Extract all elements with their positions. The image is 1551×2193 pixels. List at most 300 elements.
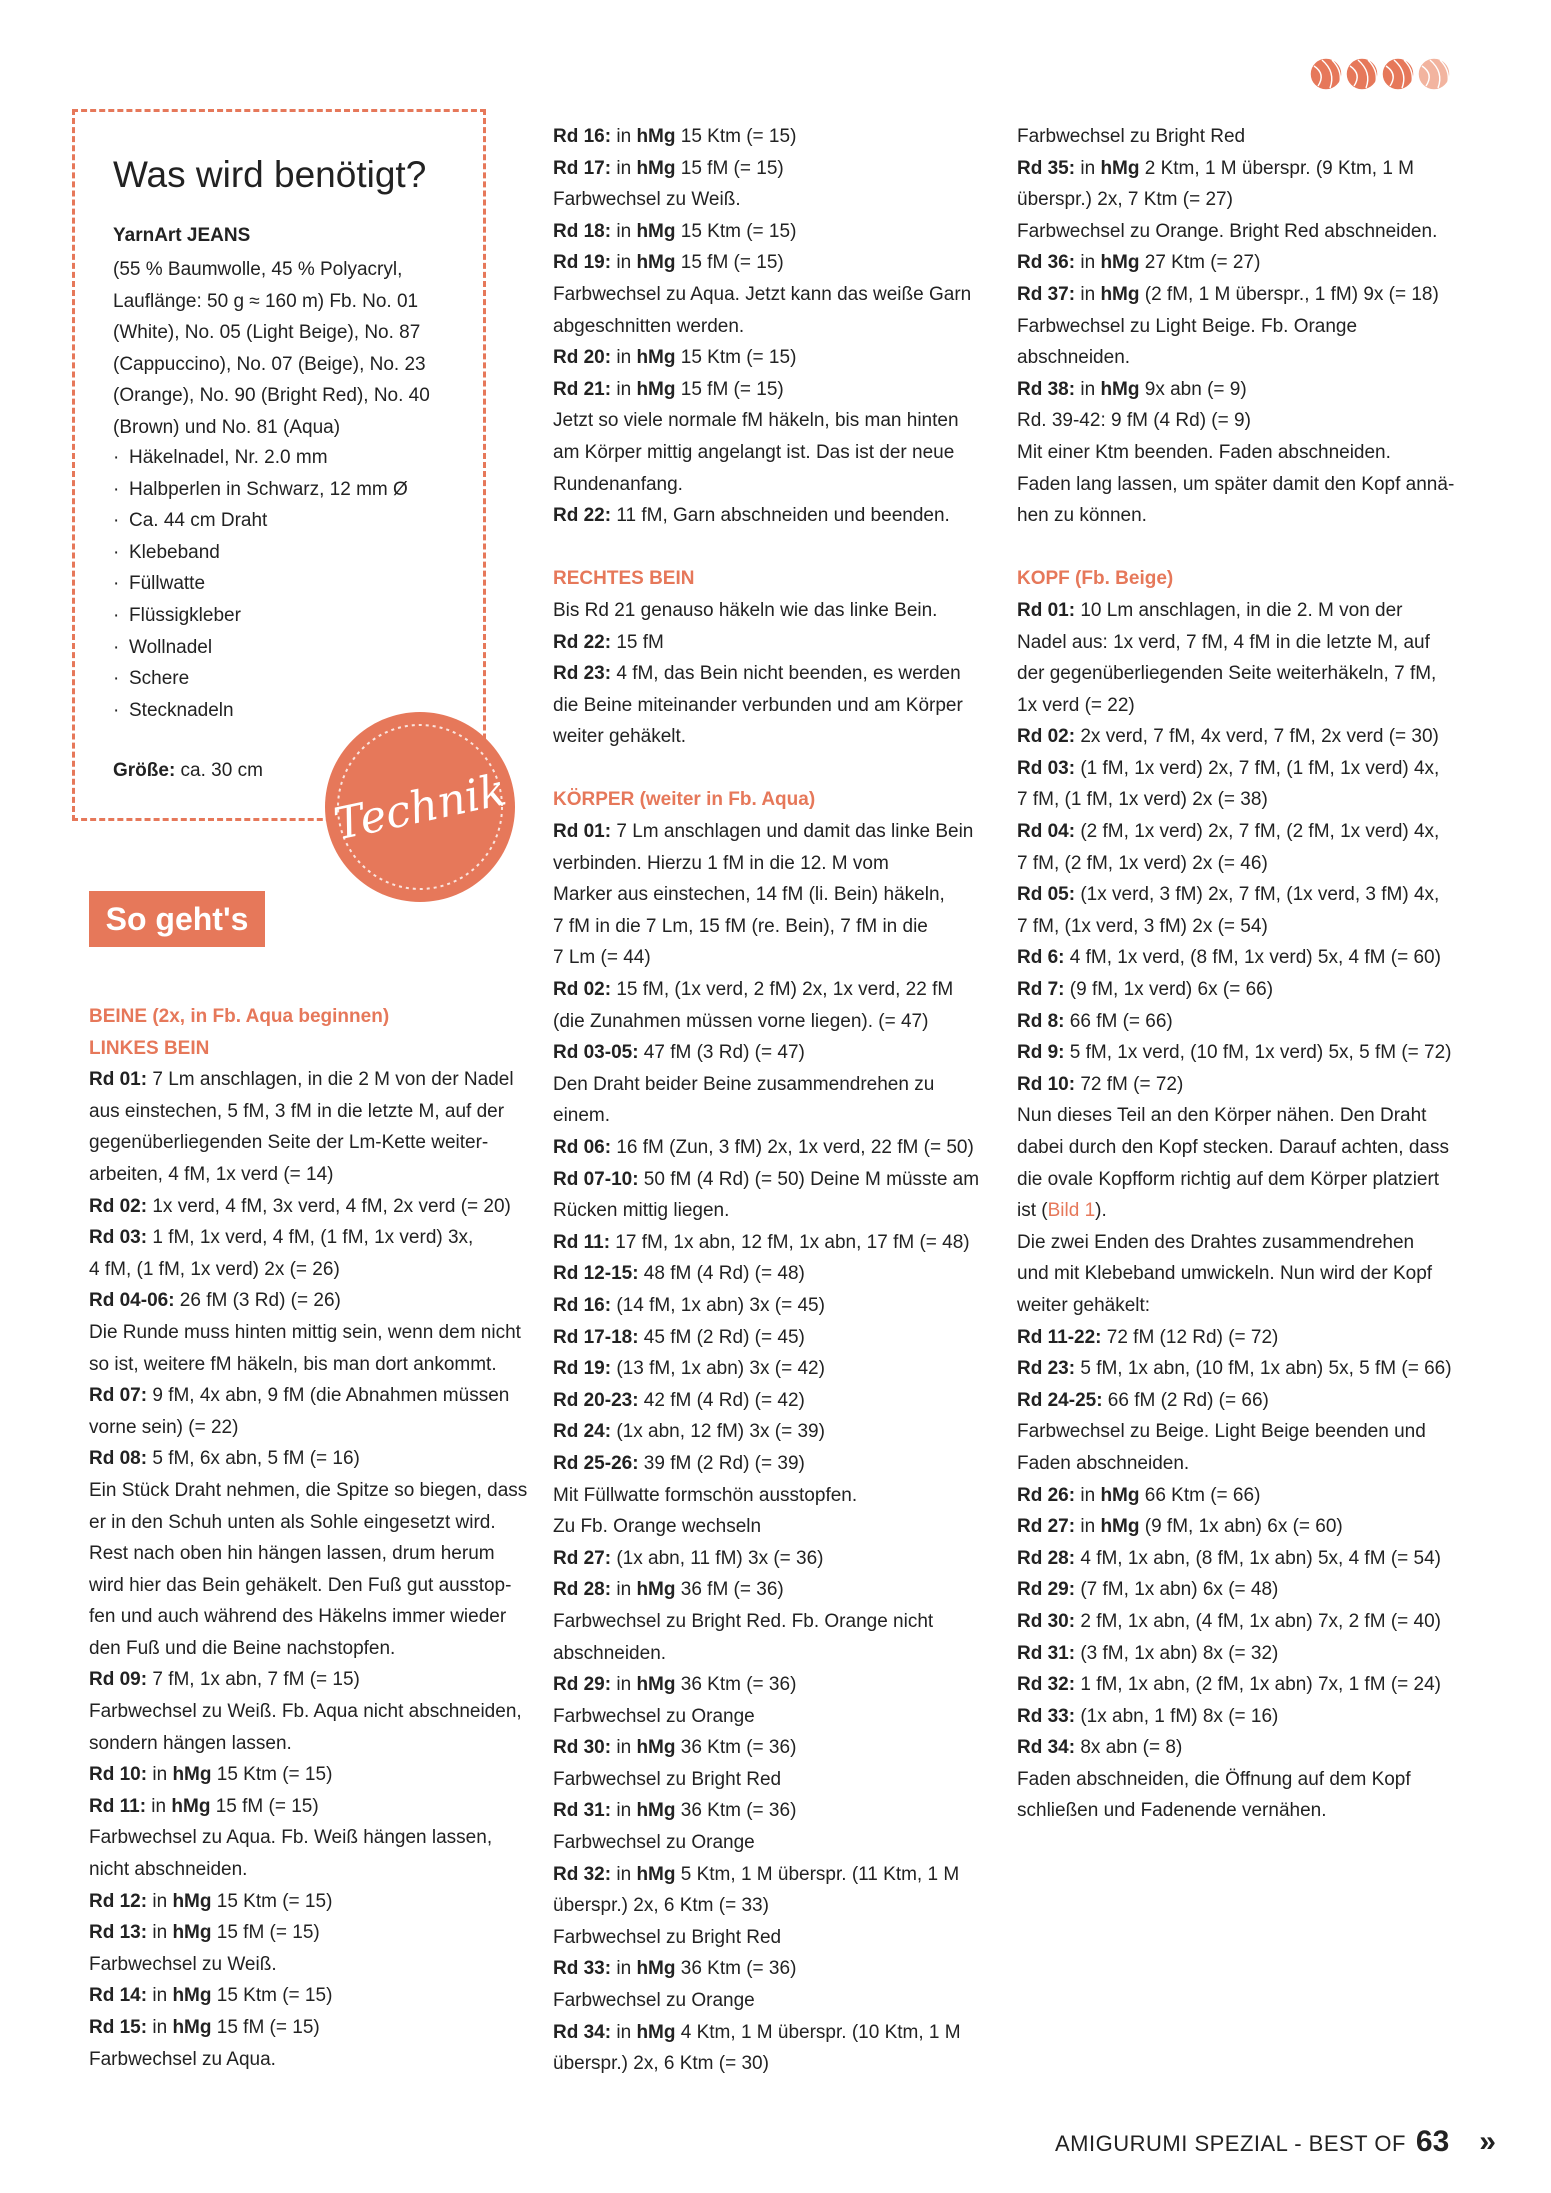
instruction-line: [553, 1859, 991, 1891]
instruction-line: [1017, 1037, 1457, 1069]
line-text: fen und auch während des Häkelns immer wieder: [89, 1606, 507, 1628]
instruction-line: [553, 247, 991, 279]
instruction-line: [89, 1222, 527, 1254]
instruction-line: [553, 1669, 991, 1701]
round-label: Rd 02:: [553, 979, 612, 1001]
line-text: Rücken mittig liegen.: [553, 1200, 730, 1222]
instruction-line: [553, 1985, 991, 2017]
line-text: (9 fM, 1x abn) 6x (= 60): [1139, 1516, 1343, 1538]
line-text: Farbwechsel zu Bright Red. Fb. Orange nicht: [553, 1610, 934, 1632]
line-text: in: [611, 1800, 637, 1822]
line-text: in: [611, 157, 637, 179]
line-text: überspr.) 2x, 6 Ktm (= 33): [553, 1895, 769, 1917]
line-text: 7 fM, (1 fM, 1x verd) 2x (= 38): [1017, 789, 1268, 811]
line-text: 1x verd, 4 fM, 3x verd, 4 fM, 2x verd (= 20): [147, 1195, 511, 1217]
line-text: den Fuß und die Beine nachstopfen.: [89, 1637, 396, 1659]
line-text: der gegenüberliegenden Seite weiterhäkeln, 7 fM,: [1017, 663, 1437, 685]
round-label: Rd 33:: [553, 1958, 612, 1980]
instruction-line: [1017, 311, 1457, 343]
round-label: Rd 13:: [89, 1922, 148, 1944]
line-text: in: [611, 1737, 637, 1759]
line-text: 47 fM (3 Rd) (= 47): [638, 1042, 805, 1064]
line-text: 66 fM (2 Rd) (= 66): [1102, 1389, 1269, 1411]
instruction-line: [553, 1574, 991, 1606]
instruction-line: [1017, 342, 1457, 374]
line-text: Farbwechsel zu Light Beige. Fb. Orange: [1017, 315, 1358, 337]
round-label: Rd 24:: [553, 1421, 612, 1443]
instruction-line: [89, 1886, 527, 1918]
instruction-line: [1017, 595, 1457, 627]
instruction-line: [1017, 1385, 1457, 1417]
instruction-line: [89, 1380, 527, 1412]
instruction-line: [1017, 1164, 1457, 1196]
line-text: 4 fM, 1x verd, (8 fM, 1x verd) 5x, 4 fM (= 60): [1064, 947, 1441, 969]
line-text: 7 Lm anschlagen und damit das linke Bein: [611, 821, 974, 843]
instruction-line: [1017, 1100, 1457, 1132]
line-text: 15 fM (= 15): [675, 252, 784, 274]
line-text: schließen und Fadenende vernähen.: [1017, 1800, 1327, 1822]
instruction-line: [553, 153, 991, 185]
instruction-line: [1017, 721, 1457, 753]
line-text: Die zwei Enden des Drahtes zusammendrehen: [1017, 1231, 1415, 1253]
instructions-column-1: [89, 1001, 527, 2075]
instruction-line: [1017, 1322, 1457, 1354]
line-text: (1x abn, 12 fM) 3x (= 39): [611, 1421, 825, 1443]
instruction-line: [1017, 1258, 1457, 1290]
line-text: er in den Schuh unten als Sohle eingesetzt wird.: [89, 1511, 496, 1533]
bold-term: hMg: [1100, 1484, 1140, 1506]
instruction-line: [553, 816, 991, 848]
line-text: 1x verd (= 22): [1017, 694, 1135, 716]
instruction-line: [553, 1322, 991, 1354]
materials-list-item: · Klebeband: [113, 537, 408, 569]
round-label: Rd 8:: [1017, 1010, 1065, 1032]
round-label: Rd 18:: [553, 220, 612, 242]
line-text: 66 fM (= 66): [1064, 1010, 1173, 1032]
instruction-line: [1017, 405, 1457, 437]
round-label: Rd 24-25:: [1017, 1389, 1103, 1411]
instruction-line: [89, 1570, 527, 1602]
line-text: 5 fM, 1x verd, (10 fM, 1x verd) 5x, 5 fM (= 72): [1064, 1042, 1452, 1064]
round-label: Rd 25-26:: [553, 1452, 639, 1474]
instruction-line: [89, 1412, 527, 1444]
instruction-line: [89, 1538, 527, 1570]
instruction-line: [89, 1507, 527, 1539]
instruction-line: [89, 1980, 527, 2012]
instruction-line: [1017, 1069, 1457, 1101]
line-text: Nadel aus: 1x verd, 7 fM, 4 fM in die letzte M, auf: [1017, 631, 1430, 653]
round-label: Rd 17:: [553, 157, 612, 179]
line-text: (1x verd, 3 fM) 2x, 7 fM, (1x verd, 3 fM) 4x,: [1075, 884, 1440, 906]
instruction-line: [553, 1416, 991, 1448]
instruction-line: [553, 974, 991, 1006]
line-text: 4 fM, (1 fM, 1x verd) 2x (= 26): [89, 1258, 340, 1280]
line-text: 7 Lm anschlagen, in die 2 M von der Nadel: [147, 1069, 514, 1091]
yarn-description: [113, 254, 443, 443]
instruction-line: [553, 942, 991, 974]
round-label: Rd 05:: [1017, 884, 1076, 906]
instruction-line: [553, 1922, 991, 1954]
line-text: Farbwechsel zu Aqua. Fb. Weiß hängen lassen,: [89, 1827, 493, 1849]
size-line: [113, 760, 263, 782]
instruction-line: [1017, 216, 1457, 248]
bold-term: hMg: [636, 378, 676, 400]
round-label: Rd 34:: [553, 2021, 612, 2043]
line-text: in: [1075, 157, 1101, 179]
bold-term: hMg: [172, 1922, 212, 1944]
line-text: (9 fM, 1x verd) 6x (= 66): [1064, 979, 1274, 1001]
line-text: Faden lang lassen, um später damit den Kopf annä-: [1017, 473, 1455, 495]
instruction-line: [553, 1164, 991, 1196]
instruction-line: [89, 1791, 527, 1823]
line-text: Farbwechsel zu Weiß. Fb. Aqua nicht abschneiden,: [89, 1701, 522, 1723]
line-text: Mit einer Ktm beenden. Faden abschneiden.: [1017, 441, 1391, 463]
instruction-line: [553, 279, 991, 311]
instruction-line: [89, 1917, 527, 1949]
yarn-balls-icon: [1308, 56, 1458, 92]
line-text: 36 Ktm (= 36): [675, 1800, 797, 1822]
instruction-line: [553, 1258, 991, 1290]
line-text: 4 Ktm, 1 M überspr. (10 Ktm, 1 M: [675, 2021, 961, 2043]
line-text: in: [611, 1863, 637, 1885]
round-label: Rd 20-23:: [553, 1389, 639, 1411]
line-text: überspr.) 2x, 6 Ktm (= 30): [553, 2053, 769, 2075]
round-label: Rd 29:: [553, 1674, 612, 1696]
bold-term: hMg: [636, 1863, 676, 1885]
section-heading: RECHTES BEIN: [553, 568, 695, 590]
line-text: 5 fM, 6x abn, 5 fM (= 16): [147, 1448, 360, 1470]
round-label: Rd 23:: [553, 663, 612, 685]
bold-term: hMg: [636, 1579, 676, 1601]
round-label: Rd 03:: [89, 1227, 148, 1249]
round-label: Rd 14:: [89, 1985, 148, 2007]
line-text: 15 Ktm (= 15): [675, 126, 797, 147]
yarn-desc-line: (Orange), No. 90 (Bright Red), No. 40: [113, 385, 430, 406]
instruction-line: [1017, 1290, 1457, 1322]
line-text: in: [611, 1674, 637, 1696]
instruction-line: [89, 1664, 527, 1696]
line-text: 4 fM, das Bein nicht beenden, es werden: [611, 663, 961, 685]
instruction-line: [553, 848, 991, 880]
bold-term: hMg: [172, 1890, 212, 1912]
instruction-line: [1017, 911, 1457, 943]
line-text: in: [611, 2021, 637, 2043]
materials-list-item: · Schere: [113, 663, 408, 695]
instruction-line: [89, 1254, 527, 1286]
round-label: Rd 03:: [1017, 757, 1076, 779]
instruction-line: [89, 1443, 527, 1475]
round-label: Rd 36:: [1017, 252, 1076, 274]
yarn-desc-line: (White), No. 05 (Light Beige), No. 87: [113, 322, 421, 343]
bold-term: hMg: [636, 2021, 676, 2043]
round-label: Rd 22:: [553, 631, 612, 653]
round-label: Rd 38:: [1017, 378, 1076, 400]
line-text: 45 fM (2 Rd) (= 45): [638, 1326, 805, 1348]
line-text: 5 Ktm, 1 M überspr. (11 Ktm, 1 M: [675, 1863, 960, 1885]
instruction-line: [553, 1195, 991, 1227]
line-text: abschneiden.: [553, 1642, 667, 1664]
line-text: 15 Ktm (= 15): [211, 1985, 333, 2007]
line-text: 50 fM (4 Rd) (= 50) Deine M müsste am: [638, 1168, 980, 1190]
round-label: Rd 28:: [1017, 1547, 1076, 1569]
line-text: in: [1075, 1516, 1101, 1538]
line-text: Farbwechsel zu Bright Red: [1017, 126, 1246, 147]
size-value: ca. 30 cm: [175, 760, 263, 781]
instruction-line: [553, 1795, 991, 1827]
round-label: Rd 32:: [553, 1863, 612, 1885]
bold-term: hMg: [636, 1800, 676, 1822]
line-text: Farbwechsel zu Bright Red: [553, 1768, 782, 1790]
instruction-line: [553, 1290, 991, 1322]
line-text: 2 fM, 1x abn, (4 fM, 1x abn) 7x, 2 fM (= 40): [1075, 1610, 1441, 1632]
instruction-line: [89, 1949, 527, 1981]
line-text: 7 fM, (1x verd, 3 fM) 2x (= 54): [1017, 915, 1268, 937]
technik-badge: [325, 712, 515, 902]
instruction-line: [89, 2012, 527, 2044]
instruction-line: [89, 1696, 527, 1728]
instruction-line: [1017, 374, 1457, 406]
instruction-line: [553, 690, 991, 722]
round-label: Rd 20:: [553, 347, 612, 369]
round-label: Rd 22:: [553, 505, 612, 527]
line-text: 1 fM, 1x abn, (2 fM, 1x abn) 7x, 1 fM (= 24): [1075, 1674, 1441, 1696]
line-text: aus einstechen, 5 fM, 3 fM in die letzte M, auf der: [89, 1100, 505, 1122]
line-text: weiter gehäkelt:: [1017, 1294, 1151, 1316]
line-text: 7 fM in die 7 Lm, 15 fM (re. Bein), 7 fM in die: [553, 915, 928, 937]
line-text: in: [147, 2017, 173, 2038]
round-label: Rd 26:: [1017, 1484, 1076, 1506]
materials-list-item: · Halbperlen in Schwarz, 12 mm Ø: [113, 474, 408, 506]
round-label: Rd 06:: [553, 1137, 612, 1158]
instruction-line: [89, 1096, 527, 1128]
line-text: 15 fM (= 15): [211, 1922, 320, 1944]
instruction-line: [553, 1227, 991, 1259]
instruction-line: [1017, 1764, 1457, 1796]
round-label: Rd 32:: [1017, 1674, 1076, 1696]
line-text: Farbwechsel zu Bright Red: [553, 1926, 782, 1948]
round-label: Rd 33:: [1017, 1705, 1076, 1727]
line-text: in: [611, 1579, 637, 1601]
bold-term: hMg: [636, 1674, 676, 1696]
line-text: Nun dieses Teil an den Körper nähen. Den Draht: [1017, 1105, 1427, 1127]
instruction-line: [553, 311, 991, 343]
line-text: nicht abschneiden.: [89, 1859, 248, 1881]
materials-list-item: · Wollnadel: [113, 632, 408, 664]
line-text: in: [147, 1985, 173, 2007]
line-text: 15 Ktm (= 15): [211, 1890, 333, 1912]
round-label: Rd 23:: [1017, 1358, 1076, 1380]
round-label: Rd 34:: [1017, 1737, 1076, 1759]
instruction-line: [553, 658, 991, 690]
instruction-line: [1017, 500, 1457, 532]
round-label: Rd 15:: [89, 2017, 148, 2038]
size-label: Größe:: [113, 760, 176, 781]
line-text: (3 fM, 1x abn) 8x (= 32): [1075, 1642, 1279, 1664]
line-text: verbinden. Hierzu 1 fM in die 12. M vom: [553, 852, 889, 874]
instruction-line: [553, 1100, 991, 1132]
instruction-line: [553, 1006, 991, 1038]
line-text: Farbwechsel zu Beige. Light Beige beenden und: [1017, 1421, 1426, 1443]
instruction-line: [1017, 1353, 1457, 1385]
round-label: Rd 10:: [1017, 1073, 1076, 1095]
line-text: 36 Ktm (= 36): [675, 1674, 797, 1696]
instruction-line: [89, 1349, 527, 1381]
instruction-line: [1017, 1132, 1457, 1164]
bold-term: hMg: [636, 252, 676, 274]
line-text: 8x abn (= 8): [1075, 1737, 1183, 1759]
instruction-line: [553, 1953, 991, 1985]
line-text: 15 Ktm (= 15): [675, 347, 797, 369]
line-text: so ist, weitere fM häkeln, bis man dort ankommt.: [89, 1353, 497, 1375]
instruction-line: [553, 1890, 991, 1922]
bold-term: hMg: [1100, 157, 1140, 179]
line-text: 7 fM, 1x abn, 7 fM (= 15): [147, 1669, 360, 1691]
round-label: Rd 03-05:: [553, 1042, 639, 1064]
instruction-line: [553, 1448, 991, 1480]
instruction-line: [89, 1822, 527, 1854]
line-text: in: [611, 126, 637, 147]
section-heading: KÖRPER (weiter in Fb. Aqua): [553, 789, 816, 811]
line-text: 10 Lm anschlagen, in die 2. M von der: [1075, 599, 1403, 621]
bold-term: hMg: [636, 1958, 676, 1980]
line-text: 36 Ktm (= 36): [675, 1737, 797, 1759]
instruction-line: [1017, 247, 1457, 279]
round-label: Rd 30:: [1017, 1610, 1076, 1632]
line-text: in: [147, 1764, 173, 1786]
section-heading: LINKES BEIN: [89, 1037, 210, 1059]
round-label: Rd 21:: [553, 378, 612, 400]
line-text: 72 fM (= 72): [1075, 1073, 1184, 1095]
line-text: in: [611, 220, 637, 242]
line-text: 15 fM: [611, 631, 664, 653]
yarn-name: YarnArt JEANS: [113, 225, 251, 246]
round-label: Rd 7:: [1017, 979, 1065, 1001]
line-text: 36 Ktm (= 36): [675, 1958, 797, 1980]
instruction-line: [1017, 658, 1457, 690]
line-text: vorne sein) (= 22): [89, 1416, 239, 1438]
round-label: Rd 11:: [89, 1795, 147, 1817]
line-text: in: [611, 1958, 637, 1980]
instruction-line: [89, 1728, 527, 1760]
line-text: in: [1075, 378, 1101, 400]
line-text: Rundenanfang.: [553, 473, 683, 495]
instruction-line: [89, 1285, 527, 1317]
paragraph-gap: [1017, 532, 1457, 564]
line-text: Farbwechsel zu Orange. Bright Red abschneiden.: [1017, 220, 1438, 242]
instruction-line: [89, 1127, 527, 1159]
line-text: Farbwechsel zu Weiß.: [89, 1953, 277, 1975]
line-text: 17 fM, 1x abn, 12 fM, 1x abn, 17 fM (= 48): [610, 1231, 970, 1253]
instruction-line: [1017, 1511, 1457, 1543]
instruction-line: [89, 1601, 527, 1633]
page-number: 63: [1415, 2125, 1450, 2158]
instruction-line: [553, 1037, 991, 1069]
instruction-line: [1017, 1606, 1457, 1638]
line-text: 9x abn (= 9): [1139, 378, 1247, 400]
line-text: wird hier das Bein gehäkelt. Den Fuß gut ausstop-: [89, 1574, 512, 1596]
instruction-line: [553, 469, 991, 501]
instruction-line: [553, 1511, 991, 1543]
instruction-line: [553, 1353, 991, 1385]
line-text: 2x verd, 7 fM, 4x verd, 7 fM, 2x verd (= 30): [1075, 726, 1439, 748]
technik-label: Technik: [329, 763, 511, 851]
sogehts-badge: So geht's: [89, 891, 265, 947]
line-text: 48 fM (4 Rd) (= 48): [638, 1263, 805, 1285]
section-heading: KOPF (Fb. Beige): [1017, 568, 1174, 590]
bold-term: hMg: [636, 157, 676, 179]
instruction-line: [1017, 1227, 1457, 1259]
line-text: 15 Ktm (= 15): [211, 1764, 333, 1786]
line-text: Die Runde muss hinten mittig sein, wenn dem nicht: [89, 1321, 521, 1343]
paragraph-gap: [553, 753, 991, 785]
line-text: einem.: [553, 1105, 611, 1127]
line-text: Farbwechsel zu Aqua. Jetzt kann das weiße Garn: [553, 283, 972, 305]
line-text: Faden abschneiden.: [1017, 1452, 1190, 1474]
round-label: Rd 10:: [89, 1764, 148, 1786]
instruction-line: [1017, 816, 1457, 848]
next-page-arrow-icon: »: [1479, 2125, 1496, 2158]
line-text: die ovale Kopfform richtig auf dem Körper platziert: [1017, 1168, 1440, 1190]
line-text: ).: [1095, 1200, 1107, 1222]
materials-list-item: · Füllwatte: [113, 568, 408, 600]
instruction-line: [89, 1475, 527, 1507]
line-text: 26 fM (3 Rd) (= 26): [174, 1290, 341, 1312]
line-text: (14 fM, 1x abn) 3x (= 45): [611, 1294, 825, 1316]
line-text: dabei durch den Kopf stecken. Darauf achten, dass: [1017, 1137, 1449, 1158]
instruction-line: [1017, 121, 1457, 153]
line-text: Marker aus einstechen, 14 fM (li. Bein) häkeln,: [553, 884, 945, 906]
line-text: 15 fM (= 15): [211, 2017, 320, 2038]
line-text: (die Zunahmen müssen vorne liegen). (= 47): [553, 1010, 929, 1032]
materials-title: Was wird benötigt?: [113, 154, 427, 195]
round-label: Rd 31:: [1017, 1642, 1076, 1664]
materials-list-item: · Häkelnadel, Nr. 2.0 mm: [113, 442, 408, 474]
instruction-line: [1017, 784, 1457, 816]
line-text: 72 fM (12 Rd) (= 72): [1101, 1326, 1279, 1348]
line-text: Farbwechsel zu Orange: [553, 1705, 755, 1727]
line-text: (7 fM, 1x abn) 6x (= 48): [1075, 1579, 1279, 1601]
instruction-line: [553, 1606, 991, 1638]
round-label: Rd 6:: [1017, 947, 1065, 969]
instruction-line: [553, 1638, 991, 1670]
line-text: (1 fM, 1x verd) 2x, 7 fM, (1 fM, 1x verd) 4x,: [1075, 757, 1440, 779]
instruction-line: [1017, 1195, 1457, 1227]
line-text: Mit Füllwatte formschön ausstopfen.: [553, 1484, 858, 1506]
round-label: Rd 12:: [89, 1890, 148, 1912]
yarn-desc-line: Lauflänge: 50 g ≈ 160 m) Fb. No. 01: [113, 290, 419, 312]
instruction-line: [1017, 1480, 1457, 1512]
instruction-line: [1017, 627, 1457, 659]
round-label: Rd 30:: [553, 1737, 612, 1759]
bold-term: hMg: [636, 126, 676, 147]
round-label: Rd 09:: [89, 1669, 148, 1691]
materials-list-item: · Stecknadeln: [113, 695, 408, 727]
instruction-line: [1017, 1638, 1457, 1670]
line-text: die Beine miteinander verbunden und am Körper: [553, 694, 963, 716]
line-text: Rd. 39-42: 9 fM (4 Rd) (= 9): [1017, 410, 1251, 432]
line-text: 42 fM (4 Rd) (= 42): [638, 1389, 805, 1411]
line-text: 9 fM, 4x abn, 9 fM (die Abnahmen müssen: [147, 1385, 510, 1407]
round-label: Rd 01:: [1017, 599, 1076, 621]
instruction-line: [89, 1159, 527, 1191]
round-label: Rd 31:: [553, 1800, 612, 1822]
instruction-line: [1017, 1701, 1457, 1733]
line-text: weiter gehäkelt.: [553, 726, 687, 748]
instruction-line: [553, 437, 991, 469]
bold-term: hMg: [172, 2017, 212, 2038]
bold-term: hMg: [636, 220, 676, 242]
instruction-line: [553, 216, 991, 248]
